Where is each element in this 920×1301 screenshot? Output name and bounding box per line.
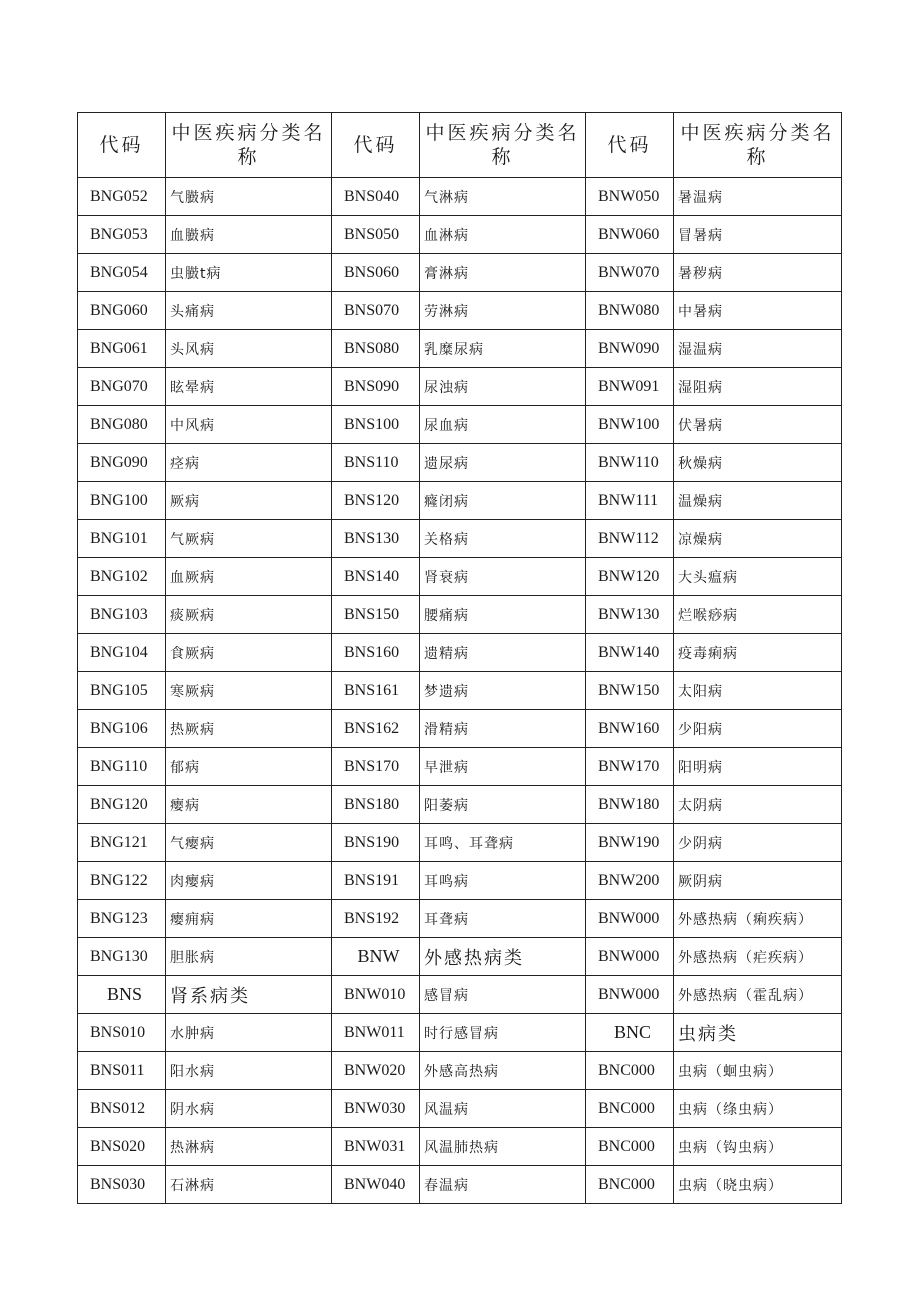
disease-name-cell: 食厥病 — [166, 634, 332, 672]
disease-name-cell: 大头瘟病 — [674, 558, 842, 596]
disease-name-cell: 瘿痈病 — [166, 900, 332, 938]
category-code-cell: BNW — [332, 938, 420, 976]
disease-code-cell: BNS161 — [332, 672, 420, 710]
table-row — [78, 482, 842, 520]
disease-name-cell: 凉燥病 — [674, 520, 842, 558]
disease-code-cell: BNG110 — [78, 748, 166, 786]
disease-code-cell: BNW170 — [586, 748, 674, 786]
disease-name-cell: 外感热病（霍乱病） — [674, 976, 842, 1014]
disease-name-cell: 耳聋病 — [420, 900, 586, 938]
disease-code-cell: BNS020 — [78, 1128, 166, 1166]
table-row — [78, 976, 842, 1014]
table-row — [78, 1090, 842, 1128]
disease-name-cell: 血厥病 — [166, 558, 332, 596]
disease-name-cell: 虫病（晓虫病） — [674, 1166, 842, 1204]
disease-code-cell: BNG052 — [78, 178, 166, 216]
disease-name-cell: 腰痛病 — [420, 596, 586, 634]
disease-code-cell: BNS040 — [332, 178, 420, 216]
disease-code-cell: BNS130 — [332, 520, 420, 558]
disease-code-cell: BNG130 — [78, 938, 166, 976]
disease-name-cell: 太阳病 — [674, 672, 842, 710]
disease-code-cell: BNG053 — [78, 216, 166, 254]
disease-name-cell: 秋燥病 — [674, 444, 842, 482]
disease-code-cell: BNW111 — [586, 482, 674, 520]
table-body — [78, 178, 842, 1204]
disease-name-cell: 乳糜尿病 — [420, 330, 586, 368]
disease-name-cell: 眩晕病 — [166, 368, 332, 406]
disease-name-cell: 疫毒痢病 — [674, 634, 842, 672]
disease-code-cell: BNS060 — [332, 254, 420, 292]
disease-code-cell: BNS190 — [332, 824, 420, 862]
table-row — [78, 292, 842, 330]
disease-name-cell: 外感热病（痢疾病） — [674, 900, 842, 938]
disease-name-cell: 少阴病 — [674, 824, 842, 862]
disease-name-cell: 膏淋病 — [420, 254, 586, 292]
disease-name-cell: 气臌病 — [166, 178, 332, 216]
disease-name-cell: 暑秽病 — [674, 254, 842, 292]
disease-code-cell: BNS170 — [332, 748, 420, 786]
column-header-name: 中医疾病分类名称 — [420, 113, 586, 178]
disease-name-cell: 春温病 — [420, 1166, 586, 1204]
table-row — [78, 634, 842, 672]
disease-code-cell: BNG103 — [78, 596, 166, 634]
disease-name-cell: 热厥病 — [166, 710, 332, 748]
disease-name-cell: 头风病 — [166, 330, 332, 368]
disease-code-cell: BNG104 — [78, 634, 166, 672]
category-name-cell: 肾系病类 — [166, 976, 332, 1014]
disease-name-cell: 时行感冒病 — [420, 1014, 586, 1052]
disease-code-cell: BNW000 — [586, 900, 674, 938]
disease-name-cell: 石淋病 — [166, 1166, 332, 1204]
disease-name-cell: 中暑病 — [674, 292, 842, 330]
disease-code-cell: BNW000 — [586, 976, 674, 1014]
disease-code-cell: BNW070 — [586, 254, 674, 292]
disease-name-cell: 中风病 — [166, 406, 332, 444]
disease-name-cell: 滑精病 — [420, 710, 586, 748]
disease-name-cell: 外感高热病 — [420, 1052, 586, 1090]
disease-code-cell: BNG100 — [78, 482, 166, 520]
disease-name-cell: 血淋病 — [420, 216, 586, 254]
disease-code-cell: BNW200 — [586, 862, 674, 900]
table-row — [78, 862, 842, 900]
disease-code-cell: BNW010 — [332, 976, 420, 1014]
disease-name-cell: 水肿病 — [166, 1014, 332, 1052]
disease-name-cell: 胆胀病 — [166, 938, 332, 976]
disease-name-cell: 气厥病 — [166, 520, 332, 558]
table-row — [78, 254, 842, 292]
disease-code-cell: BNG060 — [78, 292, 166, 330]
disease-code-cell: BNS070 — [332, 292, 420, 330]
disease-code-cell: BNG101 — [78, 520, 166, 558]
disease-code-cell: BNG121 — [78, 824, 166, 862]
disease-code-cell: BNS120 — [332, 482, 420, 520]
disease-code-cell: BNW110 — [586, 444, 674, 482]
disease-code-cell: BNS140 — [332, 558, 420, 596]
disease-name-cell: 寒厥病 — [166, 672, 332, 710]
disease-code-cell: BNW100 — [586, 406, 674, 444]
column-header-code: 代码 — [586, 113, 674, 178]
disease-name-cell: 伏暑病 — [674, 406, 842, 444]
disease-code-cell: BNS180 — [332, 786, 420, 824]
disease-code-cell: BNW112 — [586, 520, 674, 558]
disease-code-cell: BNW140 — [586, 634, 674, 672]
disease-name-cell: 虫病（蛔虫病） — [674, 1052, 842, 1090]
table-row — [78, 406, 842, 444]
disease-code-cell: BNS050 — [332, 216, 420, 254]
disease-name-cell: 风温病 — [420, 1090, 586, 1128]
disease-code-cell: BNG120 — [78, 786, 166, 824]
disease-name-cell: 温燥病 — [674, 482, 842, 520]
disease-code-cell: BNS150 — [332, 596, 420, 634]
disease-code-cell: BNW190 — [586, 824, 674, 862]
disease-code-cell: BNW050 — [586, 178, 674, 216]
category-code-cell: BNS — [78, 976, 166, 1014]
disease-code-cell: BNG123 — [78, 900, 166, 938]
category-name-cell: 外感热病类 — [420, 938, 586, 976]
disease-name-cell: 耳鸣病 — [420, 862, 586, 900]
disease-name-cell: 阳水病 — [166, 1052, 332, 1090]
disease-name-cell: 早泄病 — [420, 748, 586, 786]
disease-code-cell: BNW180 — [586, 786, 674, 824]
disease-name-cell: 遗尿病 — [420, 444, 586, 482]
disease-name-cell: 气瘿病 — [166, 824, 332, 862]
table-row — [78, 710, 842, 748]
disease-code-cell: BNW030 — [332, 1090, 420, 1128]
table-row — [78, 824, 842, 862]
disease-name-cell: 关格病 — [420, 520, 586, 558]
category-code-cell: BNC — [586, 1014, 674, 1052]
disease-code-cell: BNG090 — [78, 444, 166, 482]
disease-name-cell: 痰厥病 — [166, 596, 332, 634]
disease-name-cell: 阴水病 — [166, 1090, 332, 1128]
disease-name-cell: 少阳病 — [674, 710, 842, 748]
disease-name-cell: 外感热病（疟疾病） — [674, 938, 842, 976]
disease-code-cell: BNG102 — [78, 558, 166, 596]
disease-code-cell: BNG054 — [78, 254, 166, 292]
table-row — [78, 938, 842, 976]
disease-name-cell: 郁病 — [166, 748, 332, 786]
disease-code-cell: BNW080 — [586, 292, 674, 330]
disease-name-cell: 湿阻病 — [674, 368, 842, 406]
disease-name-cell: 湿温病 — [674, 330, 842, 368]
disease-code-cell: BNC000 — [586, 1090, 674, 1128]
table-row — [78, 330, 842, 368]
disease-code-cell: BNW020 — [332, 1052, 420, 1090]
disease-name-cell: 肾衰病 — [420, 558, 586, 596]
disease-code-cell: BNS100 — [332, 406, 420, 444]
disease-code-cell: BNS192 — [332, 900, 420, 938]
disease-name-cell: 肉瘿病 — [166, 862, 332, 900]
disease-name-cell: 暑温病 — [674, 178, 842, 216]
disease-name-cell: 冒暑病 — [674, 216, 842, 254]
table-row — [78, 444, 842, 482]
disease-code-cell: BNS110 — [332, 444, 420, 482]
disease-code-cell: BNG122 — [78, 862, 166, 900]
disease-name-cell: 尿血病 — [420, 406, 586, 444]
table-row — [78, 1052, 842, 1090]
disease-code-cell: BNW160 — [586, 710, 674, 748]
disease-code-cell: BNS030 — [78, 1166, 166, 1204]
disease-name-cell: 头痛病 — [166, 292, 332, 330]
disease-code-cell: BNW011 — [332, 1014, 420, 1052]
disease-code-cell: BNW091 — [586, 368, 674, 406]
disease-name-cell: 气淋病 — [420, 178, 586, 216]
table-row — [78, 216, 842, 254]
disease-name-cell: 阳萎病 — [420, 786, 586, 824]
disease-code-cell: BNS160 — [332, 634, 420, 672]
disease-name-cell: 阳明病 — [674, 748, 842, 786]
disease-name-cell: 虫病（绦虫病） — [674, 1090, 842, 1128]
disease-name-cell: 风温肺热病 — [420, 1128, 586, 1166]
disease-code-cell: BNS191 — [332, 862, 420, 900]
disease-code-cell: BNC000 — [586, 1166, 674, 1204]
disease-name-cell: 痉病 — [166, 444, 332, 482]
disease-name-cell: 梦遗病 — [420, 672, 586, 710]
disease-code-cell: BNG105 — [78, 672, 166, 710]
table-row — [78, 178, 842, 216]
column-header-code: 代码 — [78, 113, 166, 178]
disease-code-cell: BNG070 — [78, 368, 166, 406]
disease-name-cell: 太阴病 — [674, 786, 842, 824]
column-header-name: 中医疾病分类名称 — [166, 113, 332, 178]
table-row — [78, 672, 842, 710]
disease-name-cell: 遗精病 — [420, 634, 586, 672]
disease-code-cell: BNS011 — [78, 1052, 166, 1090]
table-row — [78, 520, 842, 558]
table-row — [78, 596, 842, 634]
disease-code-cell: BNS080 — [332, 330, 420, 368]
disease-code-table — [77, 112, 842, 1204]
disease-name-cell: 瘿病 — [166, 786, 332, 824]
disease-name-cell: 虫臌t病 — [166, 254, 332, 292]
disease-code-cell: BNS162 — [332, 710, 420, 748]
disease-code-cell: BNW031 — [332, 1128, 420, 1166]
disease-code-cell: BNW060 — [586, 216, 674, 254]
disease-code-cell: BNC000 — [586, 1128, 674, 1166]
disease-name-cell: 烂喉痧病 — [674, 596, 842, 634]
disease-name-cell: 血臌病 — [166, 216, 332, 254]
table-row — [78, 558, 842, 596]
table-header-row — [78, 113, 842, 178]
disease-code-cell: BNW040 — [332, 1166, 420, 1204]
disease-code-cell: BNG080 — [78, 406, 166, 444]
disease-code-cell: BNS010 — [78, 1014, 166, 1052]
disease-name-cell: 虫病（钩虫病） — [674, 1128, 842, 1166]
table-row — [78, 368, 842, 406]
disease-name-cell: 感冒病 — [420, 976, 586, 1014]
disease-code-cell: BNC000 — [586, 1052, 674, 1090]
disease-code-cell: BNS012 — [78, 1090, 166, 1128]
disease-name-cell: 劳淋病 — [420, 292, 586, 330]
disease-code-cell: BNW130 — [586, 596, 674, 634]
disease-name-cell: 厥病 — [166, 482, 332, 520]
table-row — [78, 748, 842, 786]
disease-name-cell: 耳鸣、耳聋病 — [420, 824, 586, 862]
category-name-cell: 虫病类 — [674, 1014, 842, 1052]
disease-code-cell: BNW120 — [586, 558, 674, 596]
disease-name-cell: 厥阴病 — [674, 862, 842, 900]
disease-code-cell: BNW150 — [586, 672, 674, 710]
disease-name-cell: 尿浊病 — [420, 368, 586, 406]
column-header-name: 中医疾病分类名称 — [674, 113, 842, 178]
table-row — [78, 900, 842, 938]
disease-code-cell: BNG061 — [78, 330, 166, 368]
column-header-code: 代码 — [332, 113, 420, 178]
disease-name-cell: 热淋病 — [166, 1128, 332, 1166]
disease-name-cell: 癃闭病 — [420, 482, 586, 520]
disease-code-cell: BNW000 — [586, 938, 674, 976]
disease-code-cell: BNG106 — [78, 710, 166, 748]
table-row — [78, 1166, 842, 1204]
table-row — [78, 1128, 842, 1166]
table-row — [78, 786, 842, 824]
disease-code-cell: BNS090 — [332, 368, 420, 406]
table-row — [78, 1014, 842, 1052]
disease-code-cell: BNW090 — [586, 330, 674, 368]
